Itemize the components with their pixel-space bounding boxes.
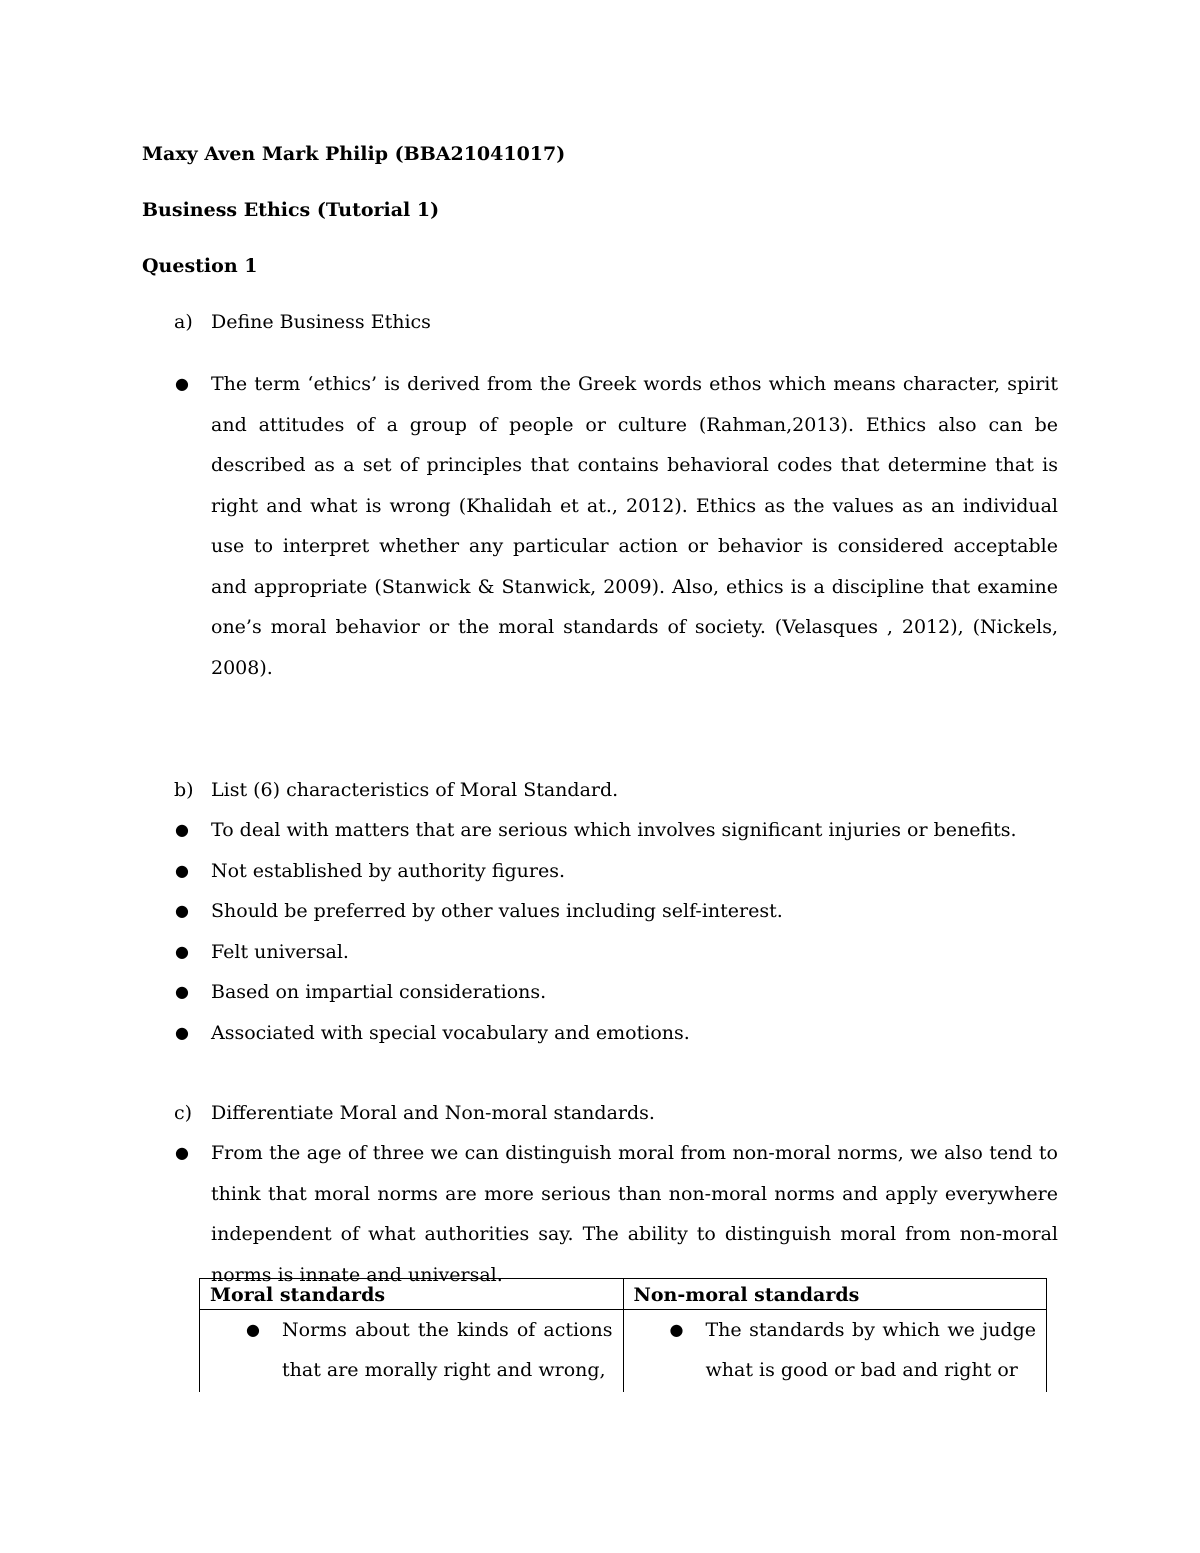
table-header-non-moral: Non-moral standards [623, 1279, 1047, 1310]
bullet-icon: ● [175, 1022, 189, 1042]
list-item-text: To deal with matters that are serious which involves significant injuries or benefits. [211, 819, 1017, 841]
bullet-icon: ● [246, 1320, 260, 1339]
table-header-moral: Moral standards [200, 1279, 624, 1310]
list-item-text: Not established by authority figures. [211, 859, 566, 882]
cell-text: Norms about the kinds of actions that are morally right and wrong, [282, 1319, 613, 1381]
document-body [142, 140, 1058, 1295]
list-item [142, 932, 1058, 973]
bullet-icon: ● [175, 1143, 189, 1162]
part-c-answer [142, 1133, 1058, 1295]
bullet-icon: ● [175, 374, 189, 393]
standards-table [199, 1278, 1047, 1392]
bullet-icon: ● [669, 1320, 684, 1339]
list-item-text: Based on impartial considerations. [211, 981, 547, 1003]
table-row [200, 1310, 1047, 1393]
part-c-answer-text: From the age of three we can distinguish moral from non-moral norms, we also tend to think that moral norms are more serious than non-moral norms and apply everywhere independent of what authorities say. The ability to distinguish moral from non-moral norms is innate and universal. [211, 1142, 1058, 1286]
question-heading: Question 1 [142, 255, 258, 277]
part-a-letter: a) [174, 311, 193, 333]
cell-text: The standards by which we judge what is good or bad and right or [705, 1319, 1036, 1381]
list-item [142, 891, 1058, 932]
list-item [142, 972, 1058, 1013]
cell-bullet-item [210, 1310, 613, 1390]
table-cell-moral [200, 1310, 624, 1393]
list-item-text: Should be preferred by other values including self-interest. [211, 900, 783, 922]
part-b-letter: b) [174, 779, 194, 801]
bullet-icon: ● [175, 982, 189, 1001]
bullet-icon: ● [175, 901, 189, 920]
table-cell-non-moral [623, 1310, 1047, 1393]
cell-bullet-item [634, 1310, 1037, 1390]
part-a-prompt [142, 302, 1058, 342]
bullet-icon: ● [175, 820, 189, 839]
part-b-prompt-text: List (6) characteristics of Moral Standard. [211, 779, 619, 801]
part-c-prompt-text: Differentiate Moral and Non-moral standards. [211, 1102, 655, 1124]
list-item [142, 1013, 1058, 1054]
part-c-prompt [142, 1093, 1058, 1133]
part-b-prompt [142, 770, 1058, 810]
author-line: Maxy Aven Mark Philip (BBA21041017) [142, 143, 566, 165]
bullet-icon: ● [175, 860, 189, 880]
bullet-icon: ● [175, 941, 189, 961]
list-item [142, 810, 1058, 851]
list-item-text: Felt universal. [211, 940, 349, 963]
list-item [142, 851, 1058, 892]
part-a-answer-text: The term ‘ethics’ is derived from the Greek words ethos which means character, spirit and attitudes of a group of people or culture (Rahman,2013). Ethics also can be described as a set of principles that contains behavioral codes that determine that is right and what is wrong (Khalidah et at., 2012). Ethics as the values as an individual use to interpret whether any particular action or behavior is considered acceptable and appropriate (Stanwick & Stanwick, 2009). Also, ethics is a discipline that examine one’s moral behavior or the moral standards of society. (Velasques , 2012), (Nickels, 2008). [211, 373, 1058, 679]
part-a-prompt-text: Define Business Ethics [211, 311, 431, 333]
part-a-answer [142, 364, 1058, 688]
part-c-letter: c) [174, 1102, 193, 1124]
course-line: Business Ethics (Tutorial 1) [142, 199, 440, 221]
list-item-text: Associated with special vocabulary and emotions. [211, 1021, 690, 1044]
